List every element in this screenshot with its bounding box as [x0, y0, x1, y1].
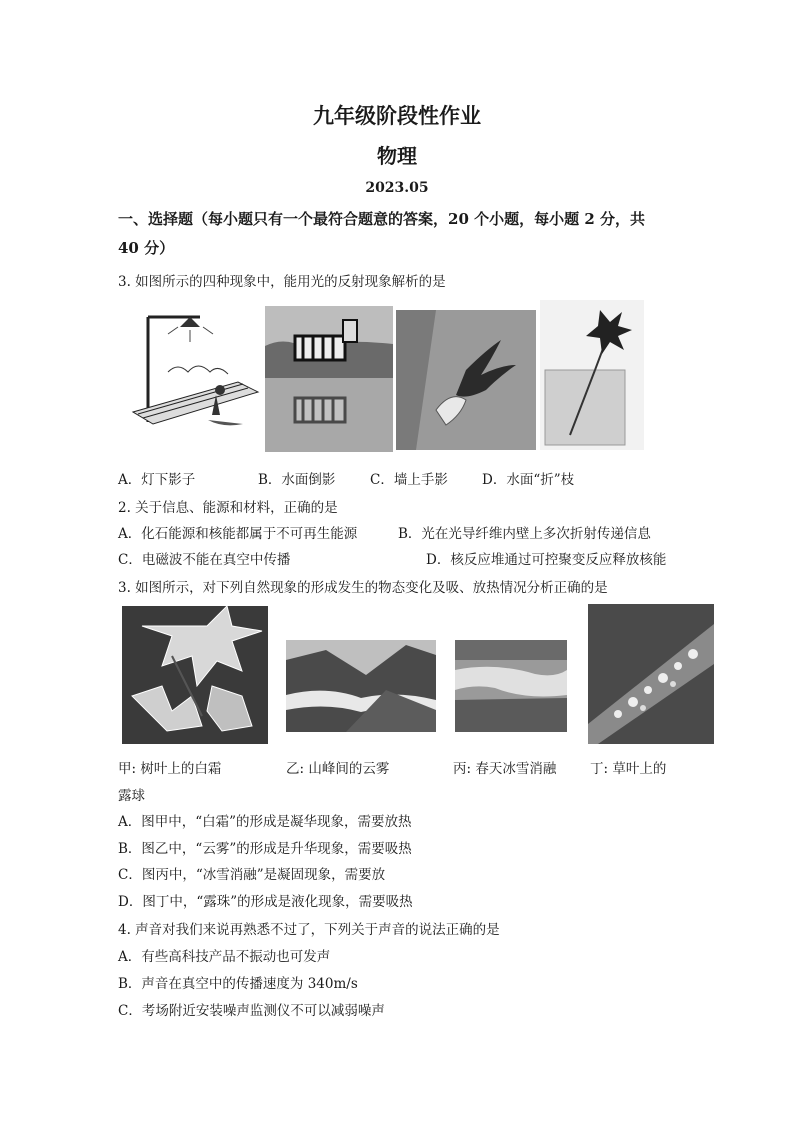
q1-option-b: B．水面倒影: [258, 472, 336, 488]
q3-image-frost-leaves: [122, 606, 268, 744]
q4-stem: 4. 声音对我们来说再熟悉不过了，下列关于声音的说法正确的是: [118, 922, 500, 938]
q3-caption-wrap: 露球: [118, 788, 145, 804]
q4-option-b: B．声音在真空中的传播速度为 340m/s: [118, 976, 358, 992]
q2-stem: 2. 关于信息、能源和材料，正确的是: [118, 500, 338, 516]
q3-caption-jia: 甲: 树叶上的白霜: [118, 761, 222, 777]
page-title: 九年级阶段性作业: [313, 103, 481, 128]
q2-option-a: A．化石能源和核能都属于不可再生能源: [118, 526, 358, 542]
subject-title: 物理: [377, 144, 417, 168]
section-heading-line2: 40 分）: [118, 239, 175, 257]
q1-option-c: C．墙上手影: [370, 472, 448, 488]
q3-image-ice-melting: [455, 640, 567, 732]
q3-caption-yi: 乙: 山峰间的云雾: [286, 761, 390, 777]
q2-option-c: C．电磁波不能在真空中传播: [118, 552, 291, 568]
q3-caption-ding: 丁: 草叶上的: [590, 761, 667, 777]
q4-option-a: A．有些高科技产品不振动也可发声: [118, 949, 331, 965]
q1-image-bent-stick: [540, 300, 644, 450]
q3-image-dew-drops: [588, 604, 714, 744]
q2-option-d: D．核反应堆通过可控聚变反应释放核能: [426, 552, 667, 568]
section-heading-line1: 一、选择题（每小题只有一个最符合题意的答案，20 个小题，每小题 2 分，共: [118, 210, 645, 228]
q1-option-d: D．水面“折”枝: [482, 472, 575, 488]
q2-option-b: B．光在光导纤维内壁上多次折射传递信息: [398, 526, 651, 542]
q3-option-b: B．图乙中，“云雾”的形成是升华现象，需要吸热: [118, 841, 412, 857]
q1-image-hand-shadow: [396, 310, 536, 450]
q4-option-c: C．考场附近安装噪声监测仪不可以减弱噪声: [118, 1003, 385, 1019]
q3-image-mountain-fog: [286, 640, 436, 732]
q1-option-a: A．灯下影子: [118, 472, 196, 488]
q3-stem: 3. 如图所示，对下列自然现象的形成发生的物态变化及吸、放热情况分析正确的是: [118, 580, 608, 596]
q3-option-d: D．图丁中，“露珠”的形成是液化现象，需要吸热: [118, 894, 413, 910]
q3-option-a: A．图甲中，“白霜”的形成是凝华现象，需要放热: [118, 814, 412, 830]
q3-option-c: C．图丙中，“冰雪消融”是凝固现象，需要放: [118, 867, 386, 883]
exam-date: 2023.05: [365, 180, 429, 196]
q1-image-zebra-reflection: [265, 306, 393, 452]
q1-stem: 3. 如图所示的四种现象中，能用光的反射现象解析的是: [118, 274, 446, 290]
q1-image-lamp-shadow: [128, 302, 262, 448]
q3-caption-bing: 丙: 春天冰雪消融: [453, 761, 557, 777]
